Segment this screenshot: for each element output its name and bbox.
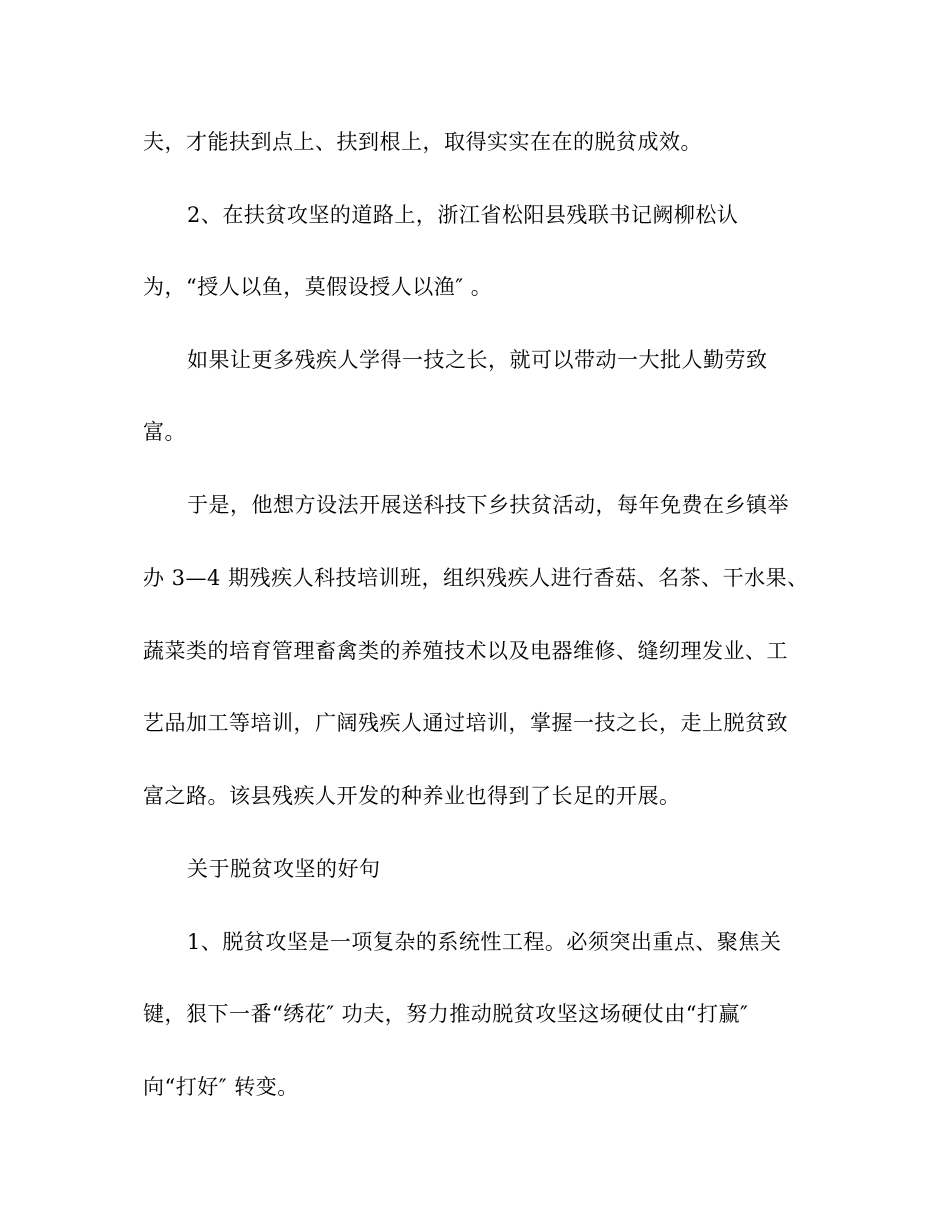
text-line: 富。	[143, 420, 186, 444]
text-line: 如果让更多残疾人学得一技之长，就可以带动一大批人勤劳致	[187, 348, 768, 372]
text-line: 1、脱贫攻坚是一项复杂的系统性工程。必须突出重点、聚焦关	[187, 930, 782, 954]
text-line: 向“打好″ 转变。	[143, 1075, 299, 1099]
text-line: 办 3—4 期残疾人科技培训班，组织残疾人进行香菇、名茶、干水果、	[143, 566, 809, 590]
text-line: 蔬菜类的培育管理畜禽类的养殖技术以及电器维修、缝纫理发业、工	[143, 639, 788, 663]
text-line: 夫，才能扶到点上、扶到根上，取得实实在在的脱贫成效。	[143, 130, 702, 154]
section-heading: 关于脱贫攻坚的好句	[187, 857, 381, 881]
text-line: 艺品加工等培训，广阔残疾人通过培训，掌握一技之长，走上脱贫致	[143, 711, 788, 735]
text-line: 于是，他想方设法开展送科技下乡扶贫活动，每年免费在乡镇举	[187, 493, 789, 517]
text-line: 键，狠下一番“绣花″ 功夫，努力推动脱贫攻坚这场硬仗由“打赢″	[143, 1002, 749, 1026]
text-line: 为，“授人以鱼，莫假设授人以渔″ 。	[143, 275, 493, 299]
text-line: 2、在扶贫攻坚的道路上，浙江省松阳县残联书记阙柳松认	[187, 203, 739, 227]
text-line: 富之路。该县残疾人开发的种养业也得到了长足的开展。	[143, 784, 681, 808]
